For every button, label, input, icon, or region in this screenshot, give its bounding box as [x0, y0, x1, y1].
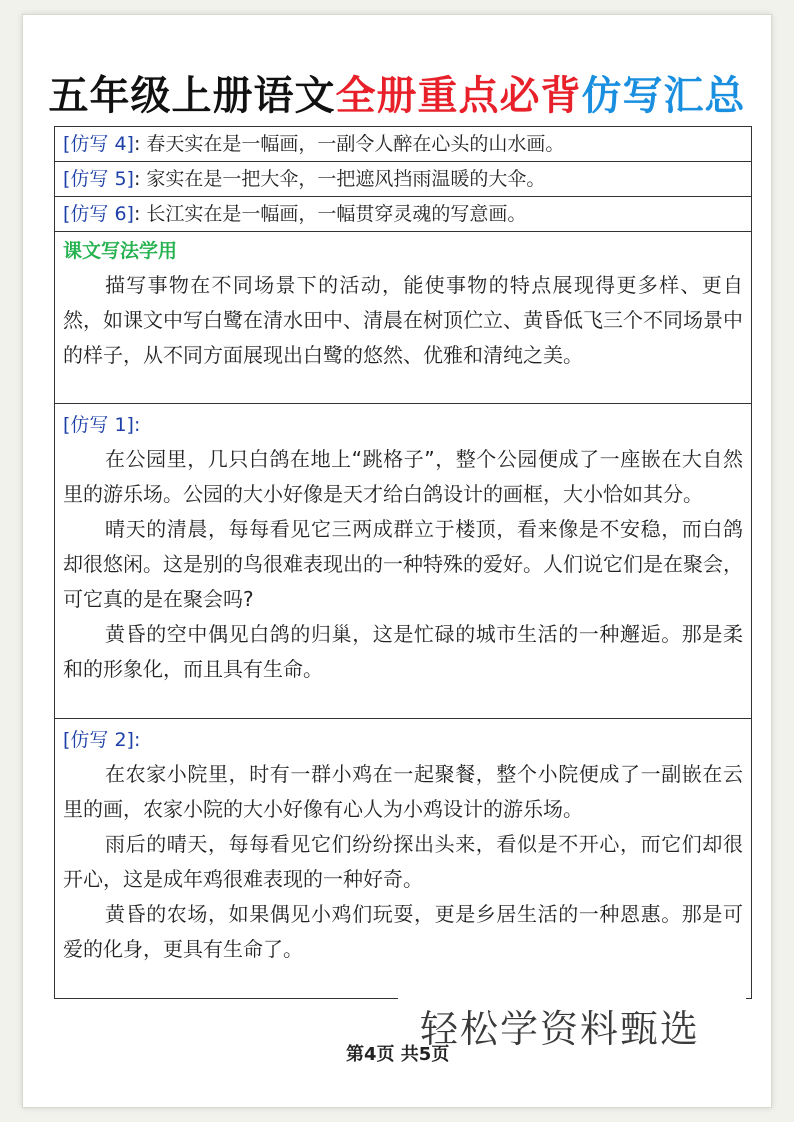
- watermark-text: 轻松学资料甄选: [420, 1007, 701, 1051]
- row-write-5: [55, 162, 751, 197]
- section-write-1: [55, 404, 751, 719]
- write-1-label: [仿写 1]:: [63, 414, 141, 436]
- write-2-paragraph: 雨后的晴天，每每看见它们纷纷探出头来，看似是不开心，而它们却很开心，这是成年鸡很难表现的一种好奇。: [63, 832, 743, 891]
- content-table: [54, 126, 752, 999]
- title-part-blue: 仿写汇总: [581, 73, 746, 119]
- section-method: [55, 232, 751, 404]
- write-5-tag: [仿写 5]: [63, 168, 134, 190]
- title-part-red: 全册重点必背: [335, 73, 582, 119]
- write-6-tag: [仿写 6]: [63, 203, 134, 225]
- method-paragraph: 描写事物在不同场景下的活动，能使事物的特点展现得更多样、更自然，如课文中写白鹭在清水田中、清晨在树顶伫立、黄昏低飞三个不同场景中的样子，从不同方面展现出白鹭的悠然、优雅和清纯之美。: [63, 273, 743, 367]
- write-4-tag: [仿写 4]: [63, 133, 134, 155]
- write-6-text: : 长江实在是一幅画，一幅贯穿灵魂的写意画。: [133, 203, 527, 225]
- row-write-6: [55, 197, 751, 232]
- write-1-paragraph: 晴天的清晨，每每看见它三两成群立于楼顶，看来像是不安稳，而白鸽却很悠闲。这是别的鸟很难表现出的一种特殊的爱好。人们说它们是在聚会，可它真的是在聚会吗?: [63, 517, 743, 611]
- write-4-text: : 春天实在是一幅画，一副令人醉在心头的山水画。: [133, 133, 565, 155]
- write-5-text: : 家实在是一把大伞，一把遮风挡雨温暖的大伞。: [133, 168, 546, 190]
- section-write-2: [55, 719, 751, 998]
- write-2-paragraph: 在农家小院里，时有一群小鸡在一起聚餐，整个小院便成了一副嵌在云里的画，农家小院的大小好像有心人为小鸡设计的游乐场。: [63, 762, 743, 821]
- write-2-label: [仿写 2]:: [63, 729, 141, 751]
- row-write-4: [55, 127, 751, 162]
- page-title: [0, 72, 794, 120]
- method-label: 课文写法学用: [63, 240, 178, 262]
- page-number: 第4页 共5页: [346, 1044, 450, 1062]
- write-1-paragraph: 黄昏的空中偶见白鸽的归巢，这是忙碌的城市生活的一种邂逅。那是柔和的形象化，而且具有生命。: [63, 622, 743, 681]
- title-part-black: 五年级上册语文: [48, 73, 336, 119]
- write-1-paragraph: 在公园里，几只白鸽在地上“跳格子”，整个公园便成了一座嵌在大自然里的游乐场。公园的大小好像是天才给白鸽设计的画框，大小恰如其分。: [63, 447, 743, 506]
- write-2-paragraph: 黄昏的农场，如果偶见小鸡们玩耍，更是乡居生活的一种恩惠。那是可爱的化身，更具有生命了。: [63, 902, 743, 961]
